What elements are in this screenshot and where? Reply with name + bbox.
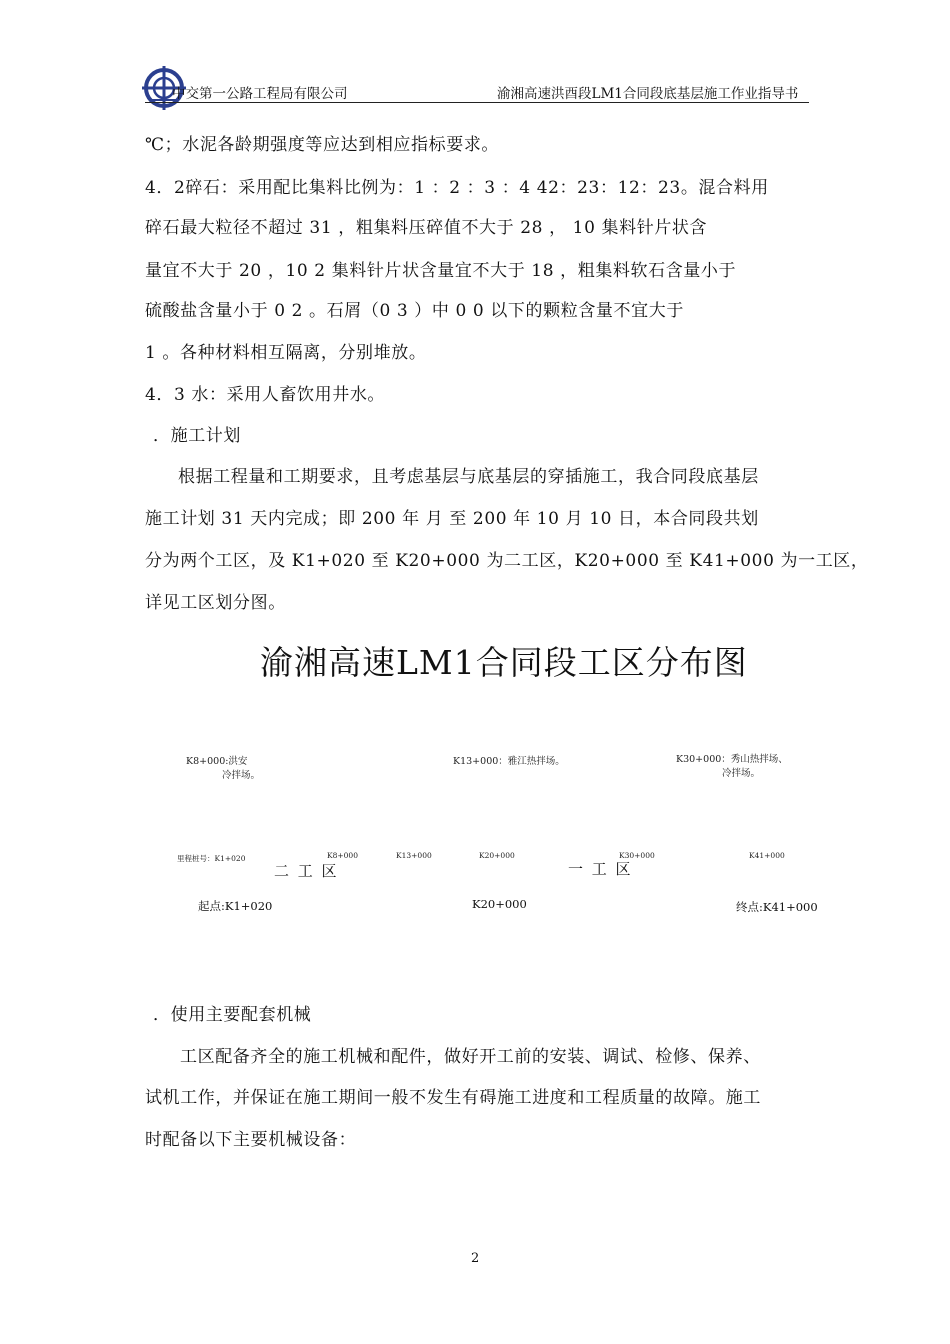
text-line: 4．2碎石：采用配比集料比例为：1 ：2 ：3 ：4 42：23：12：23。混合料用 (145, 178, 769, 198)
plant-label-yajiang: K13+000：雅江热拌场。 (453, 756, 565, 767)
header-company: 中交第一公路工程局有限公司 (172, 86, 348, 102)
text-line: 时配备以下主要机械设备： (145, 1130, 357, 1150)
mileage-k20: K20+000 (479, 851, 515, 860)
plant-label-xiushan-cold: 冷拌场。 (722, 768, 761, 779)
text-line: 分为两个工区，及 K1+020 至 K20+000 为二工区，K20+000 至 K41+000 为一工区， (145, 551, 869, 571)
section-heading-machinery: ．使用主要配套机械 (153, 1005, 312, 1025)
plant-label-hongan-cold: 冷拌场。 (222, 770, 261, 781)
page-number: 2 (471, 1251, 480, 1266)
header-rule (145, 102, 809, 103)
text-line: 量宜不大于 20 ，10 2 集料针片状含量宜不大于 18 ，粗集料软石含量小于 (145, 261, 737, 281)
text-line: 施工计划 31 天内完成；即 200 年 月 至 200 年 10 月 10 日，本合同段共划 (145, 509, 759, 529)
mileage-k41: K41+000 (749, 851, 785, 860)
mileage-k30: K30+000 (619, 851, 655, 860)
text-line: 1 。各种材料相互隔离，分别堆放。 (145, 343, 427, 363)
mileage-label: 里程桩号：K1+020 (177, 854, 246, 863)
zone-2-label: 二 工 区 (274, 862, 339, 880)
start-point-label: 起点:K1+020 (198, 899, 273, 913)
diagram-title: 渝湘高速LM1合同段工区分布图 (260, 643, 748, 682)
text-line: 工区配备齐全的施工机械和配件，做好开工前的安装、调试、检修、保养、 (180, 1047, 761, 1067)
text-line: 碎石最大粒径不超过 31 ，粗集料压碎值不大于 28 ， 10 集料针片状含 (145, 218, 708, 238)
plant-label-hongan: K8+000:洪安 (186, 756, 248, 767)
mileage-k13: K13+000 (396, 851, 432, 860)
plant-label-xiushan: K30+000：秀山热拌场、 (676, 754, 788, 765)
zone-1-label: 一 工 区 (568, 860, 633, 878)
midpoint-label: K20+000 (472, 897, 527, 911)
text-line: 试机工作，并保证在施工期间一般不发生有碍施工进度和工程质量的故障。施工 (145, 1088, 761, 1108)
end-point-label: 终点:K41+000 (736, 900, 818, 914)
header-doc-title: 渝湘高速洪酉段LM1合同段底基层施工作业指导书 (497, 86, 799, 102)
text-line: 详见工区划分图。 (145, 593, 286, 613)
text-line: 根据工程量和工期要求，且考虑基层与底基层的穿插施工，我合同段底基层 (178, 467, 759, 487)
text-line: ℃；水泥各龄期强度等应达到相应指标要求。 (145, 135, 500, 155)
text-line: 4．3 水：采用人畜饮用井水。 (145, 385, 386, 405)
text-line: 硫酸盐含量小于 0 2 。石屑（0 3 ）中 0 0 以下的颗粒含量不宜大于 (145, 301, 684, 321)
mileage-k8: K8+000 (327, 851, 358, 860)
section-heading-plan: ．施工计划 (153, 426, 241, 446)
